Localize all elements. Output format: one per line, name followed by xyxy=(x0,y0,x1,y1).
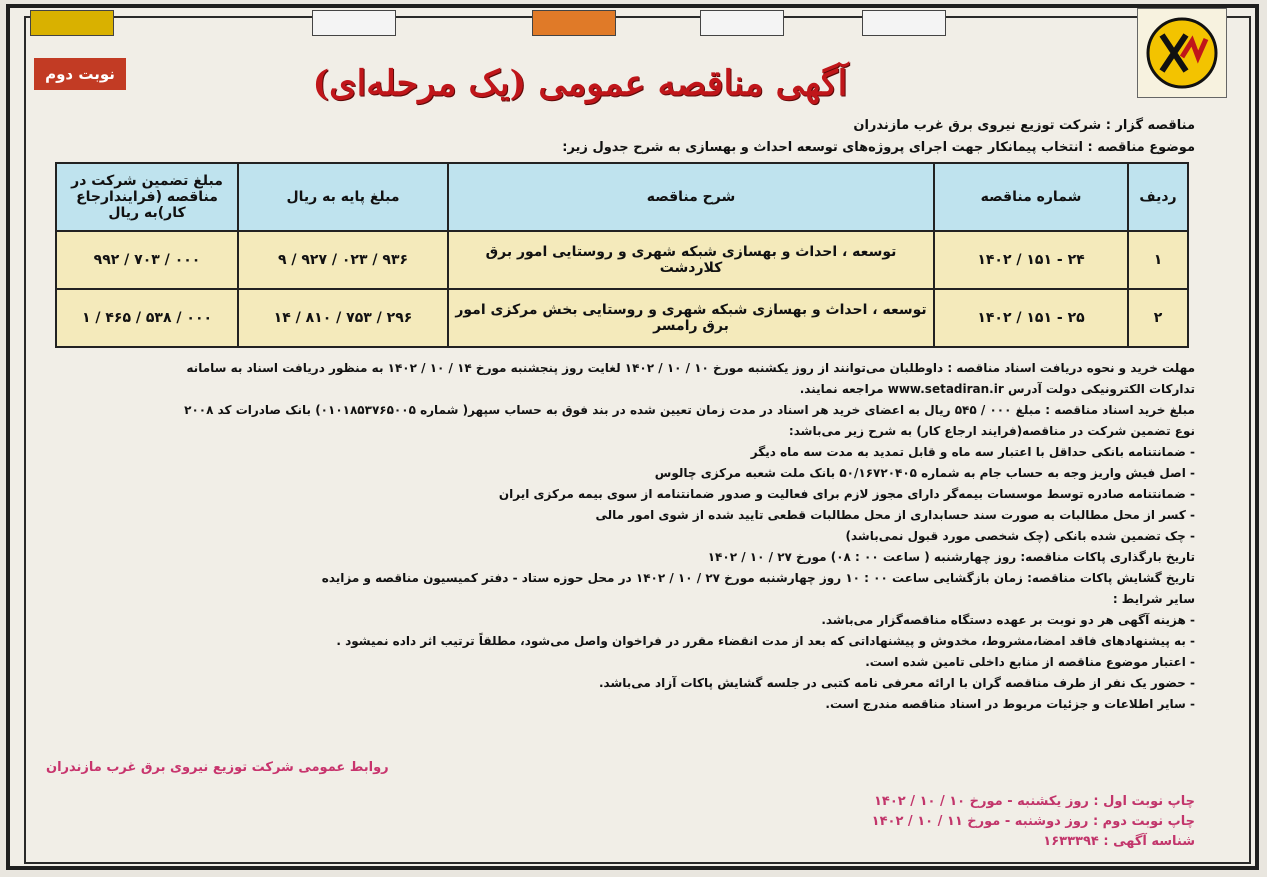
color-swatch xyxy=(30,10,114,36)
turn-badge: نوبت دوم xyxy=(34,58,126,90)
col-number: شماره مناقصه xyxy=(934,163,1128,231)
print-info xyxy=(872,792,1195,852)
body-line: - ضمانتنامه بانکی حداقل با اعتبار سه ماه و قابل تمدید به مدت سه ماه دیگر xyxy=(750,445,1195,459)
body-line: - هزینه آگهی هر دو نوبت بر عهده دستگاه مناقصه‌گزار می‌باشد. xyxy=(821,613,1195,627)
ad-body-text xyxy=(44,358,1195,715)
color-swatch xyxy=(862,10,946,36)
body-line: تاریخ گشایش پاکات مناقصه: زمان بازگشایی ساعت ۰۰ : ۱۰ روز چهارشنبه مورخ ۲۷ / ۱۰ / ۱۴۰۲ در محل حوزه ستاد - دفتر کمیسیون مناقصه و مزایده xyxy=(321,571,1195,585)
ad-id-line: شناسه آگهی : ۱۶۳۳۳۹۴ xyxy=(1043,834,1195,849)
body-line: تدارکات الکترونیکی دولت آدرس www.setadiran.ir مراجعه نمایند. xyxy=(799,382,1195,396)
body-line: - حضور یک نفر از طرف مناقصه گران با ارائه معرفی نامه کتبی در جلسه گشایش پاکات آزاد می‌باشد. xyxy=(598,676,1195,690)
cell-desc: توسعه ، احداث و بهسازی شبکه شهری و روستایی امور برق کلاردشت xyxy=(448,231,934,289)
body-line: سایر شرایط : xyxy=(1112,592,1195,606)
col-desc: شرح مناقصه xyxy=(448,163,934,231)
subject-line: موضوع مناقصه : انتخاب پیمانکار جهت اجرای پروژه‌های توسعه احداث و بهسازی به شرح جدول زیر: xyxy=(562,140,1195,155)
cell-number: ۲۴ - ۱۵۱ / ۱۴۰۲ xyxy=(934,231,1128,289)
table-header-row xyxy=(56,163,1188,231)
page-title: آگهی مناقصه عمومی (یک مرحله‌ای) xyxy=(312,63,848,104)
second-print-line: چاپ نوبت دوم : روز دوشنبه - مورخ ۱۱ / ۱۰ / ۱۴۰۲ xyxy=(871,814,1195,829)
cell-row: ۲ xyxy=(1128,289,1188,347)
body-line: - اصل فیش واریز وجه به حساب جام به شماره ۵۰/۱۶۷۲۰۴۰۵ بانک ملت شعبه مرکزی چالوس xyxy=(654,466,1195,480)
table-row xyxy=(56,231,1188,289)
body-line: - ضمانتنامه صادره توسط موسسات بیمه‌گر دارای مجوز لازم برای فعالیت و صدور ضمانتنامه از سوی بیمه مرکزی ایران xyxy=(498,487,1195,501)
body-line: - اعتبار موضوع مناقصه از منابع داخلی تامین شده است. xyxy=(865,655,1195,669)
cell-base: ۲۹۶ / ۷۵۳ / ۸۱۰ / ۱۴ xyxy=(238,289,448,347)
col-base: مبلغ پایه به ریال xyxy=(238,163,448,231)
cell-base: ۹۳۶ / ۰۲۳ / ۹۲۷ / ۹ xyxy=(238,231,448,289)
public-relations-line: روابط عمومی شرکت توزیع نیروی برق غرب مازندران xyxy=(46,760,389,775)
body-line: مهلت خرید و نحوه دریافت اسناد مناقصه : داوطلبان می‌توانند از روز یکشنبه مورخ ۱۰ / ۱۰ / ۱۴۰۲ لغایت روز پنجشنبه مورخ ۱۴ / ۱۰ / ۱۴۰۲ به منظور دریافت اسناد به سامانه xyxy=(186,361,1195,375)
cell-guarantee: ۰۰۰ / ۷۰۳ / ۹۹۲ xyxy=(56,231,238,289)
body-line: - به پیشنهادهای فاقد امضا،مشروط، مخدوش و پیشنهاداتی که بعد از مدت انقضاء مقرر در فراخوان واصل می‌شود، مطلقاً ترتیب اثر داده نمیشود . xyxy=(336,634,1195,648)
col-guarantee: مبلغ تضمین شرکت در مناقصه (فرایندارجاع کار)به ریال xyxy=(56,163,238,231)
organizer-line: مناقصه گزار : شرکت توزیع نیروی برق غرب مازندران xyxy=(853,118,1195,133)
table-row xyxy=(56,289,1188,347)
cell-row: ۱ xyxy=(1128,231,1188,289)
cell-guarantee: ۰۰۰ / ۵۳۸ / ۴۶۵ / ۱ xyxy=(56,289,238,347)
body-line: مبلغ خرید اسناد مناقصه : مبلغ ۰۰۰ / ۵۴۵ ریال به اعضای خرید هر اسناد در مدت زمان تعیین شده در بند فوق به حساب سپهر( شماره ۰۱۰۱۸۵۳۷۶۵۰۰۵) بانک صادرات کد ۲۰۰۸ xyxy=(184,403,1195,417)
body-line: نوع تضمین شرکت در مناقصه(فرایند ارجاع کار) به شرح زیر می‌باشد: xyxy=(788,424,1195,438)
body-line: - سایر اطلاعات و جزئیات مربوط در اسناد مناقصه مندرج است. xyxy=(825,697,1195,711)
col-row: ردیف xyxy=(1128,163,1188,231)
body-line: تاریخ بارگذاری پاکات مناقصه: روز چهارشنبه ( ساعت ۰۰ : ۰۸) مورخ ۲۷ / ۱۰ / ۱۴۰۲ xyxy=(707,550,1195,564)
first-print-line: چاپ نوبت اول : روز یکشنبه - مورخ ۱۰ / ۱۰ / ۱۴۰۲ xyxy=(874,794,1195,809)
cell-number: ۲۵ - ۱۵۱ / ۱۴۰۲ xyxy=(934,289,1128,347)
body-line: - چک تضمین شده بانکی (چک شخصی مورد قبول نمی‌باشد) xyxy=(845,529,1195,543)
body-line: - کسر از محل مطالبات به صورت سند حسابداری از محل مطالبات قطعی تایید شده از شوی امور مالی xyxy=(595,508,1195,522)
color-swatch xyxy=(312,10,396,36)
tender-table xyxy=(55,162,1189,348)
company-logo-icon xyxy=(1137,8,1227,98)
color-swatch xyxy=(532,10,616,36)
cell-desc: توسعه ، احداث و بهسازی شبکه شهری و روستایی بخش مرکزی امور برق رامسر xyxy=(448,289,934,347)
color-swatch xyxy=(700,10,784,36)
